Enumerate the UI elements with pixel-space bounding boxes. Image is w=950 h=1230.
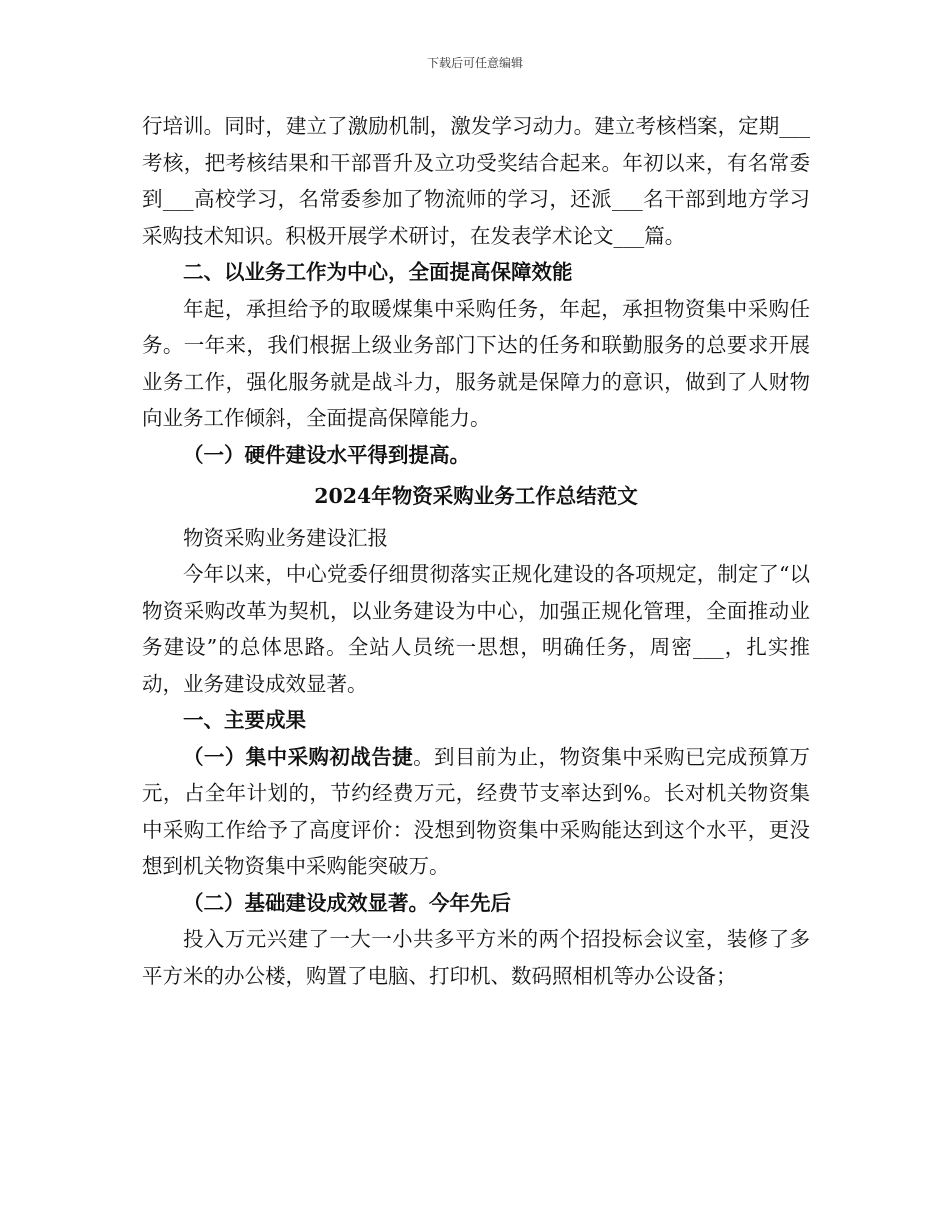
paragraph-training: 行培训。同时，建立了激励机制，激发学习动力。建立考核档案，定期___考核，把考核结果和干部晋升及立功受奖结合起来。年初以来，有名常委到___高校学习，名常委参加了物流师的学习，还派___名干部到地方学习采购技术知识。积极开展学术研讨，在发表学术论文___篇。 xyxy=(142,114,810,248)
paragraph-procurement-tasks: 年起，承担给予的取暖煤集中采购任务，年起，承担物资集中采购任务。一年来，我们根据上级业务部门下达的任务和联勤服务的总要求开展业务工作，强化服务就是战斗力，服务就是保障力的意识，做到了人财物向业务工作倾斜，全面提高保障能力。 xyxy=(142,296,810,430)
document-title: 2024年物资采购业务工作总结范文 xyxy=(314,484,638,508)
subsection-heading-hardware: （一）硬件建设水平得到提高。 xyxy=(183,442,470,467)
subsection-heading-infrastructure: （二）基础建设成效显著。今年先后 xyxy=(183,890,511,915)
document-subtitle: 物资采购业务建设汇报 xyxy=(183,525,388,550)
paragraph-centralized-text: 。到目前为止，物资集中采购已完成预算万元，占全年计划的，节约经费万元，经费节支率达到%。长对机关物资集中采购工作给予了高度评价：没想到物资集中采购能达到这个水平，更没想到机关物资集中采购能突破万。 xyxy=(142,744,811,878)
paragraph-centralized-procurement xyxy=(142,739,810,885)
paragraph-investment: 投入万元兴建了一大一小共多平方米的两个招投标会议室，装修了多平方米的办公楼，购置了电脑、打印机、数码照相机等办公设备； xyxy=(142,927,810,988)
paragraph-overview: 今年以来，中心党委仔细贯彻落实正规化建设的各项规定，制定了“以物资采购改革为契机，以业务建设为中心，加强正规化管理，全面推动业务建设”的总体思路。全站人员统一思想，明确任务，周密___，扎实推动，业务建设成效显著。 xyxy=(142,562,810,696)
section-heading-achievements: 一、主要成果 xyxy=(183,708,306,732)
subsection-heading-centralized: （一）集中采购初战告捷 xyxy=(183,744,414,769)
page-header: 下载后可任意编辑 xyxy=(426,56,523,70)
section-heading-business: 二、以业务工作为中心，全面提高保障效能 xyxy=(183,260,573,284)
document-body xyxy=(142,108,810,994)
